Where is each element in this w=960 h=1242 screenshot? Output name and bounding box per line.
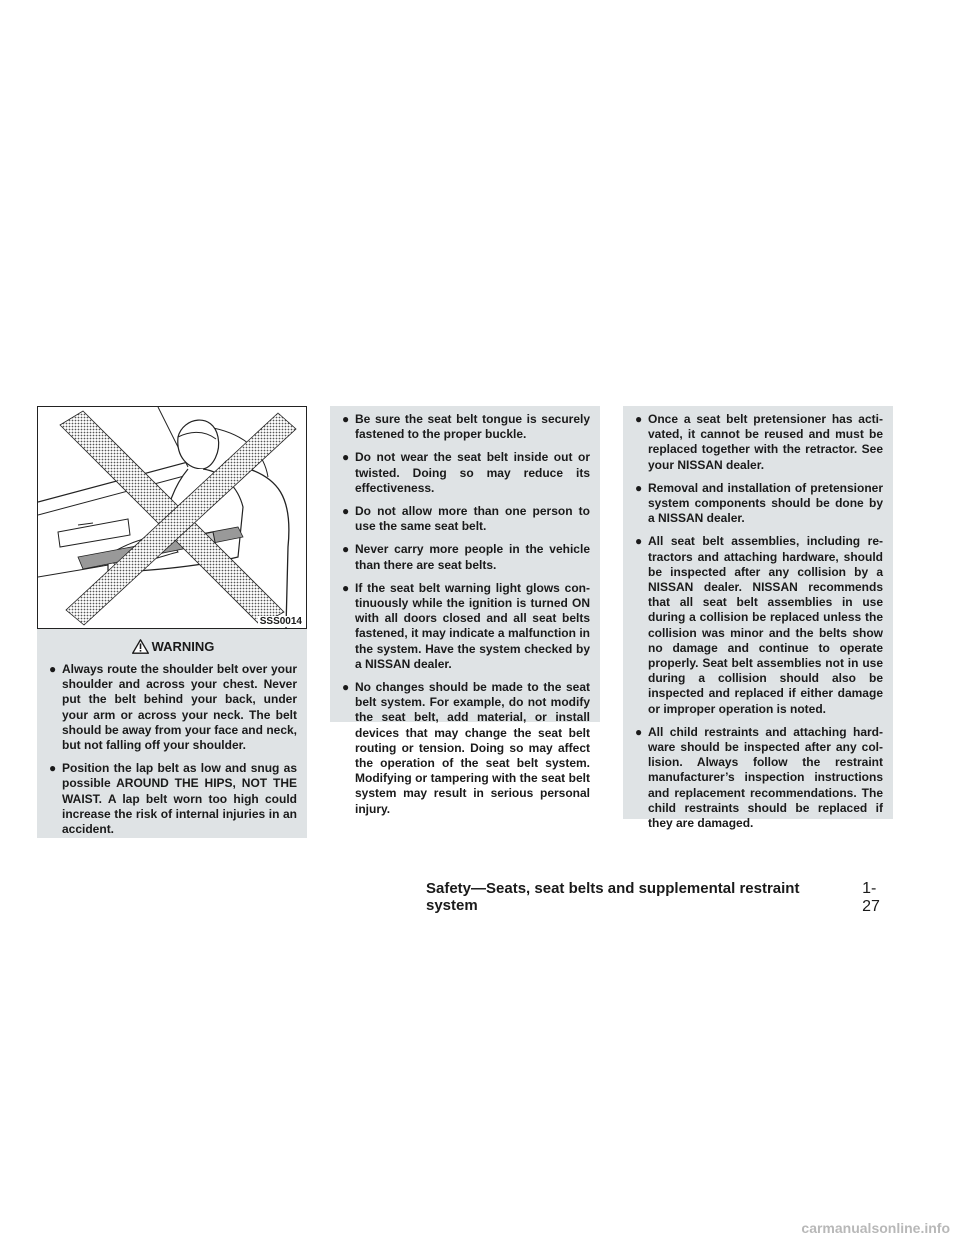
bullet-icon: ● [342,412,350,426]
list-item: ● No changes should be made to the seat belt system. For example, do not modify the seat belt, add material, or install devices that may change the seat belt routing or tension. Doing so may affect the operation of the seat belt system. Modifying or tampering with the seat belt system may result in serious personal injury. [342,680,590,816]
page-footer [426,880,894,916]
list-item: ● Always route the shoulder belt over your shoulder and across your chest. Never put the belt behind your back, under your arm or across your neck. The belt should be away from your face and neck, but not falling off your shoulder. [49,662,297,753]
bullet-icon: ● [49,761,57,776]
list-item: ● If the seat belt warning light glows continuously while the ignition is turned ON with all doors closed and all seat belts fastened, it may indicate a malfunction in the system. Have the system checked by a NISSAN dealer. [342,580,590,671]
list-item: ● Do not allow more than one person to use the same seat belt. [342,504,590,534]
illustration-code: SSS0014 [259,616,302,627]
bullet-icon: ● [342,580,350,595]
bullet-list [635,412,883,831]
list-item: ● Be sure the seat belt tongue is securely fastened to the proper buckle. [342,412,590,442]
bullet-icon: ● [635,480,643,495]
warning-triangle-icon [132,639,149,654]
warning-heading [49,639,297,654]
watermark: carmanualsonline.info [801,1220,950,1236]
seat-belt-illustration [38,407,306,628]
warning-panel-left [37,629,307,838]
warning-panel-right [623,406,893,831]
list-item: ● Position the lap belt as low and snug as possible AROUND THE HIPS, NOT THE WAIST. A lap belt worn too high could increase the risk of internal injuries in an accident. [49,761,297,837]
list-item: ● All seat belt assemblies, including retractors and attaching hardware, should be inspected after any collision by a NISSAN dealer. NISSAN recommends that all seat belt assemblies in use during a collision be replaced unless the collision was minor and the belts show no damage and continue to operate properly. Seat belt assemblies not in use during a collision should also be inspected and replaced if either damage or improper operation is noted. [635,534,883,716]
bullet-icon: ● [635,534,643,549]
bullet-list [49,662,297,837]
bullet-icon: ● [635,724,643,739]
bullet-icon: ● [635,412,643,426]
list-item: ● Never carry more people in the vehicle than there are seat belts. [342,542,590,572]
bullet-icon: ● [342,542,350,557]
list-item: ● All child restraints and attaching hardware should be inspected after any collision. Always follow the restraint manufacturer’s inspection instructions and replacement recommendations. The child restraints should be replaced if they are damaged. [635,724,883,831]
bullet-icon: ● [49,662,57,676]
bullet-icon: ● [342,504,350,519]
list-item: ● Removal and installation of pretensioner system components should be done by a NISSAN dealer. [635,480,883,526]
illustration-incorrect-belt-position [37,406,307,629]
warning-panel-middle [330,406,600,816]
bullet-icon: ● [342,450,350,465]
list-item: ● Do not wear the seat belt inside out or twisted. Doing so may reduce its effectiveness. [342,450,590,495]
warning-label: WARNING [151,639,215,654]
list-item: ● Once a seat belt pretensioner has activated, it cannot be reused and must be replaced together with the retractor. See your NISSAN dealer. [635,412,883,472]
page-number: 1-27 [862,880,880,915]
bullet-icon: ● [342,680,350,695]
section-title: Safety—Seats, seat belts and supplemental restraint system [426,880,800,914]
bullet-list [342,412,590,817]
